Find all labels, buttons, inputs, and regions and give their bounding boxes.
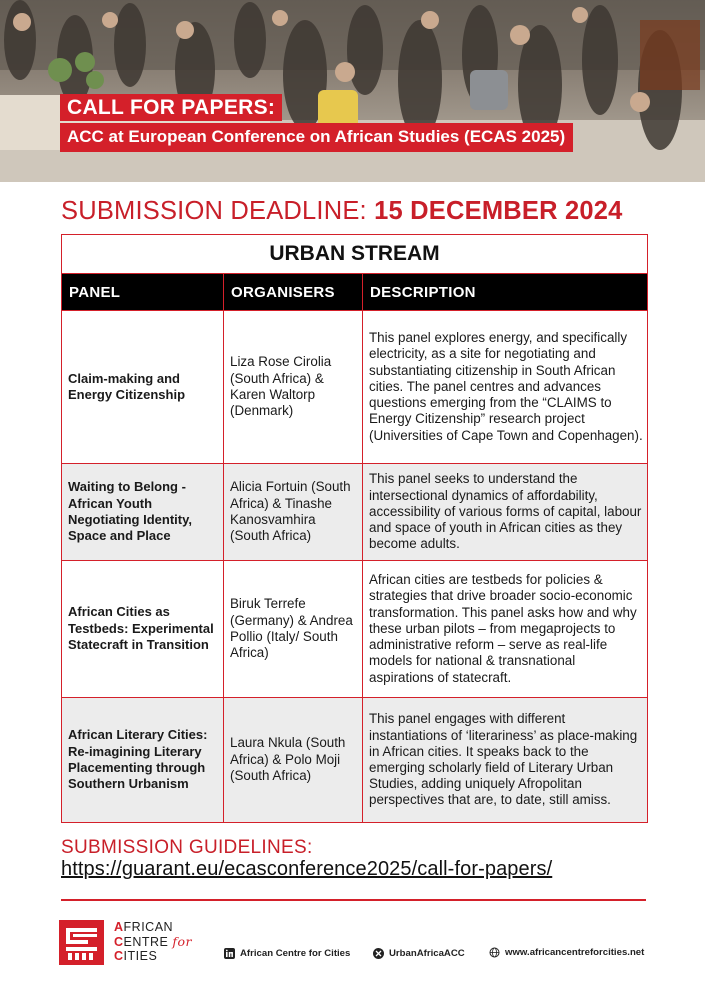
panel-name: African Cities as Testbeds: Experimental Statecraft in Transition	[62, 561, 224, 698]
panel-description: This panel explores energy, and specifically electricity, as a site for negotiating and substantiating citizenship in South African cities. The panel centres and advances questions emerging from the “CLAIMS to Energy Citizenship” research project (Universities of Cape Town and Copenhagen).	[363, 311, 648, 464]
submission-guidelines-label: SUBMISSION GUIDELINES:	[61, 837, 313, 858]
deadline-date: 15 DECEMBER 2024	[374, 197, 623, 225]
panel-name: Waiting to Belong - African Youth Negotiating Identity, Space and Place	[62, 464, 224, 561]
urban-stream-table	[61, 234, 648, 823]
deadline-label: SUBMISSION DEADLINE:	[61, 197, 367, 225]
column-header-organisers: ORGANISERS	[224, 274, 363, 311]
logo-word: ITIES	[123, 949, 158, 963]
globe-icon	[489, 947, 500, 958]
linkedin-label: African Centre for Cities	[240, 948, 351, 959]
column-header-description: DESCRIPTION	[363, 274, 648, 311]
divider	[61, 899, 646, 901]
linkedin-icon	[224, 948, 235, 959]
logo-initial: C	[114, 949, 124, 963]
logo-for: for	[172, 933, 193, 949]
panel-description: This panel engages with different instantiations of ‘literariness’ as place-making in African cities. It speaks back to the emerging scholarly field of Literary Urban Studies, adding uniquely Afropolitan perspectives that are, to date, still amiss.	[363, 698, 648, 823]
x-link[interactable]	[373, 948, 465, 959]
submission-guidelines-link[interactable]: https://guarant.eu/ecasconference2025/call-for-papers/	[61, 858, 553, 880]
website-link[interactable]	[489, 947, 644, 958]
panel-description: African cities are testbeds for policies & strategies that drive broader socio-economic transformation. This panel asks how and why these urban pilots – from megaprojects to administrative reform – serve as real-life models for national & transnational aspirations of statecraft.	[363, 561, 648, 698]
table-row	[62, 561, 648, 698]
table-row	[62, 464, 648, 561]
logo-initial: A	[114, 920, 124, 934]
panel-organisers: Biruk Terrefe (Germany) & Andrea Pollio (Italy/ South Africa)	[224, 561, 363, 698]
acc-logo-text	[114, 920, 192, 964]
panel-name: African Literary Cities: Re-imagining Literary Placementing through Southern Urbanism	[62, 698, 224, 823]
x-icon	[373, 948, 384, 959]
logo-initial: C	[114, 934, 124, 949]
crowd-illustration	[0, 0, 705, 182]
acc-logo-icon	[59, 920, 104, 965]
panel-name: Claim-making and Energy Citizenship	[62, 311, 224, 464]
panel-organisers: Alicia Fortuin (South Africa) & Tinashe Kanosvamhira (South Africa)	[224, 464, 363, 561]
panel-organisers: Laura Nkula (South Africa) & Polo Moji (South Africa)	[224, 698, 363, 823]
table-row	[62, 698, 648, 823]
panel-organisers: Liza Rose Cirolia (South Africa) & Karen Waltorp (Denmark)	[224, 311, 363, 464]
hero-photo	[0, 0, 705, 182]
x-handle: UrbanAfricaACC	[389, 948, 465, 959]
panel-description: This panel seeks to understand the intersectional dynamics of affordability, accessibility of various forms of capital, labour and space of youth in African cities as they become adults.	[363, 464, 648, 561]
table-header-row	[62, 274, 648, 311]
column-header-panel: PANEL	[62, 274, 224, 311]
logo-word: ENTRE	[123, 934, 173, 949]
website-url: www.africancentreforcities.net	[505, 947, 645, 958]
conference-subtitle: ACC at European Conference on African Studies (ECAS 2025)	[60, 123, 573, 152]
submission-deadline	[61, 197, 623, 226]
logo-word: FRICAN	[123, 920, 174, 934]
table-row	[62, 311, 648, 464]
linkedin-link[interactable]	[224, 948, 350, 959]
table-title: URBAN STREAM	[62, 235, 648, 274]
call-for-papers-label: CALL FOR PAPERS:	[60, 94, 282, 121]
